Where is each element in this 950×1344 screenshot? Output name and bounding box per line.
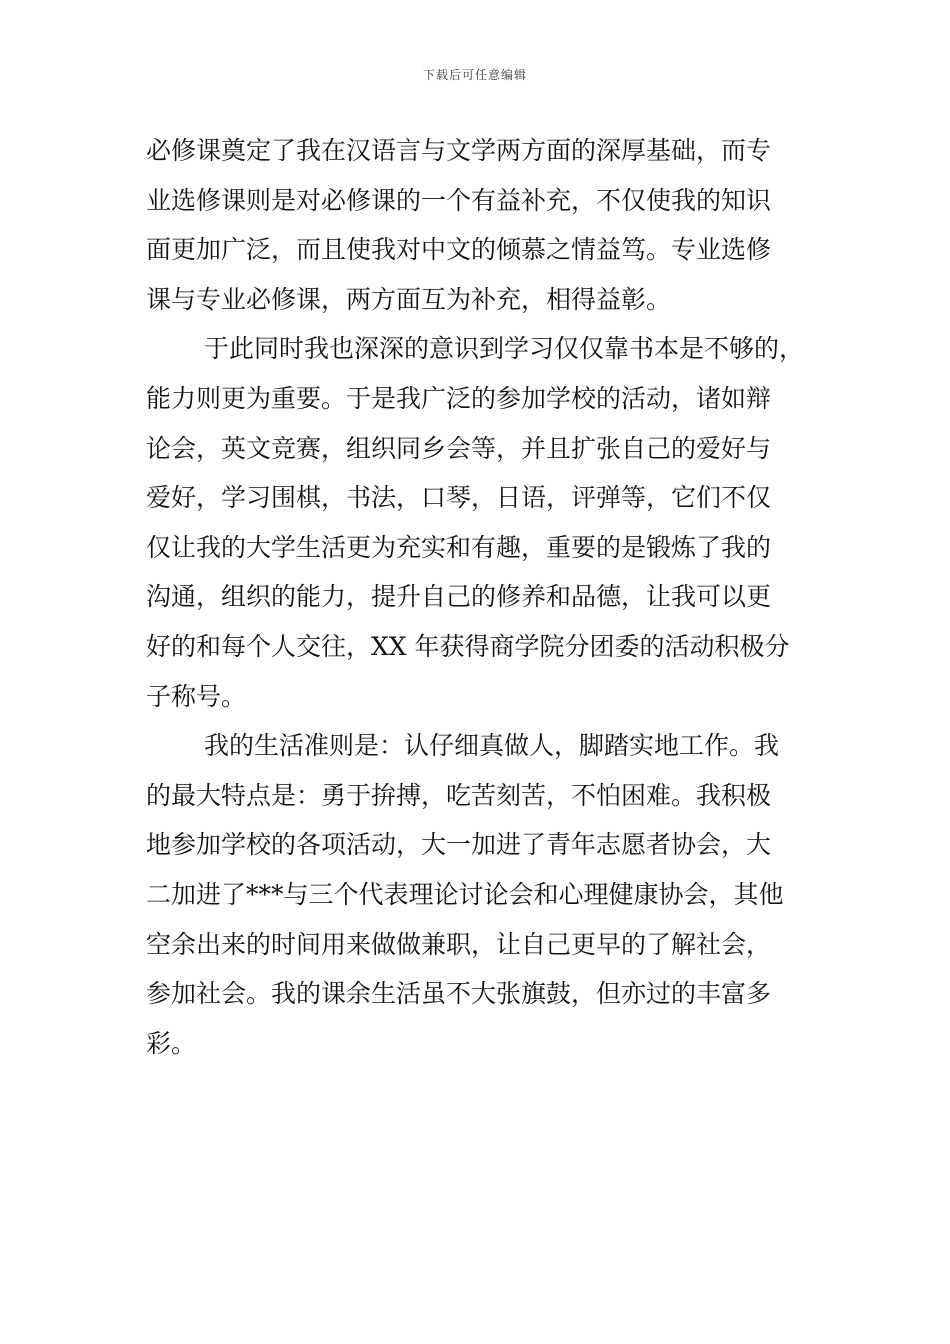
paragraph-3-line-7: 彩。 [146,1028,197,1058]
paragraph-3-line-5: 空余出来的时间用来做做兼职，让自己更早的了解社会， [146,929,772,959]
paragraph-3-line-6: 参加社会。我的课余生活虽不大张旗鼓，但亦过的丰富多 [146,979,772,1009]
paragraph-3-line-3: 地参加学校的各项活动，大一加进了青年志愿者协会，大 [146,830,772,860]
paragraph-1-line-3: 面更加广泛，而且使我对中文的倾慕之情益笃。专业选修 [146,235,772,265]
paragraph-3-line-4: 二加进了***与三个代表理论讨论会和心理健康协会，其他 [146,879,784,909]
paragraph-1-line-4: 课与专业必修课，两方面互为补充，相得益彰。 [146,284,672,314]
document-body [146,126,811,1068]
paragraph-2-line-2: 能力则更为重要。于是我广泛的参加学校的活动，诸如辩 [146,383,772,413]
paragraph-2-line-8: 子称号。 [146,681,247,711]
paragraph-1-line-2: 业选修课则是对必修课的一个有益补充，不仅使我的知识 [146,185,772,215]
paragraph-3-line-1: 我的生活准则是：认仔细真做人，脚踏实地工作。我 [204,731,780,761]
paragraph-2-line-5: 仅让我的大学生活更为充实和有趣，重要的是锻炼了我的 [146,532,772,562]
paragraph-2-line-7: 好的和每个人交往，XX 年获得商学院分团委的活动积极分 [146,631,790,661]
header-note: 下载后可任意编辑 [422,68,527,82]
paragraph-2-line-1: 于此同时我也深深的意识到学习仅仅靠书本是不够的， [204,334,805,364]
paragraph-2-line-4: 爱好，学习围棋，书法，口琴，日语，评弹等，它们不仅 [146,483,772,513]
paragraph-2-line-6: 沟通，组织的能力，提升自己的修养和品德，让我可以更 [146,582,772,612]
paragraph-1-line-1: 必修课奠定了我在汉语言与文学两方面的深厚基础，而专 [146,136,772,165]
paragraph-3-line-2: 的最大特点是：勇于拚搏，吃苦刻苦，不怕困难。我积极 [146,780,772,810]
paragraph-2-line-3: 论会，英文竞赛，组织同乡会等，并且扩张自己的爱好与 [146,433,772,463]
